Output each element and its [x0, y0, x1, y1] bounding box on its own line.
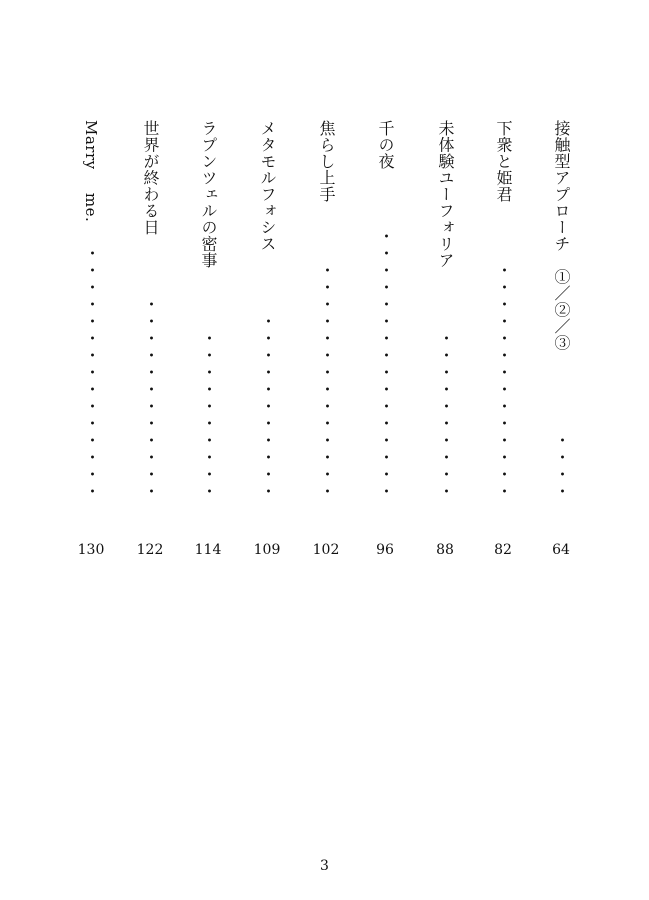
toc-entry-leader: ・・・・・・・・・・・	[258, 313, 277, 500]
toc-entry	[193, 120, 223, 560]
toc-entry	[430, 120, 460, 560]
toc-entry-page: 109	[253, 542, 281, 558]
toc-entry-leader: ・・・・・・・・・・	[436, 330, 455, 500]
toc-entry-title: メタモルフォシス	[258, 120, 277, 252]
toc-entry-leader: ・・・・・・・・・・・・・・・	[82, 245, 101, 500]
toc-entry-leader: ・・・・・・・・・・・・・・	[317, 262, 336, 500]
toc-entry	[252, 120, 282, 560]
toc-entry-title: 接触型アプローチ ①／②／③	[552, 120, 571, 351]
toc-entry	[135, 120, 165, 560]
toc-entry-leader: ・・・・・・・・・・・・・・・・	[376, 228, 395, 500]
toc-entry-leader: ・・・・・・・・・・・・・・	[494, 262, 513, 500]
toc-entry	[76, 120, 106, 560]
toc-entry-title: 焦らし上手	[317, 120, 336, 203]
toc-entry-page: 114	[194, 542, 222, 558]
toc-entry-leader: ・・・・・・・・・・	[199, 330, 218, 500]
toc-entry-leader: ・・・・	[552, 432, 571, 500]
toc-entry	[488, 120, 518, 560]
toc-entry-title: 世界が終わる日	[141, 120, 160, 236]
toc-entry-page: 130	[77, 542, 105, 558]
toc-entry-title: 下衆と姫君	[494, 120, 513, 203]
toc-entry-title: Marry me.	[82, 120, 100, 223]
toc-entry	[311, 120, 341, 560]
toc-entry-title: ラプンツェルの密事	[199, 120, 218, 269]
toc-entry-page: 122	[136, 542, 164, 558]
toc-entry	[546, 120, 576, 560]
toc-entry-page: 64	[552, 542, 570, 558]
toc-entry-page: 102	[312, 542, 340, 558]
toc-entry	[370, 120, 400, 560]
toc-entry-page: 96	[376, 542, 394, 558]
toc-entry-title: 未体験ユーフォリア	[436, 120, 455, 269]
toc-entry-title: 千の夜	[376, 120, 395, 170]
toc-entry-page: 82	[494, 542, 512, 558]
page-number: 3	[320, 858, 329, 874]
toc-entry-page: 88	[436, 542, 454, 558]
toc-entry-leader: ・・・・・・・・・・・・	[141, 296, 160, 500]
